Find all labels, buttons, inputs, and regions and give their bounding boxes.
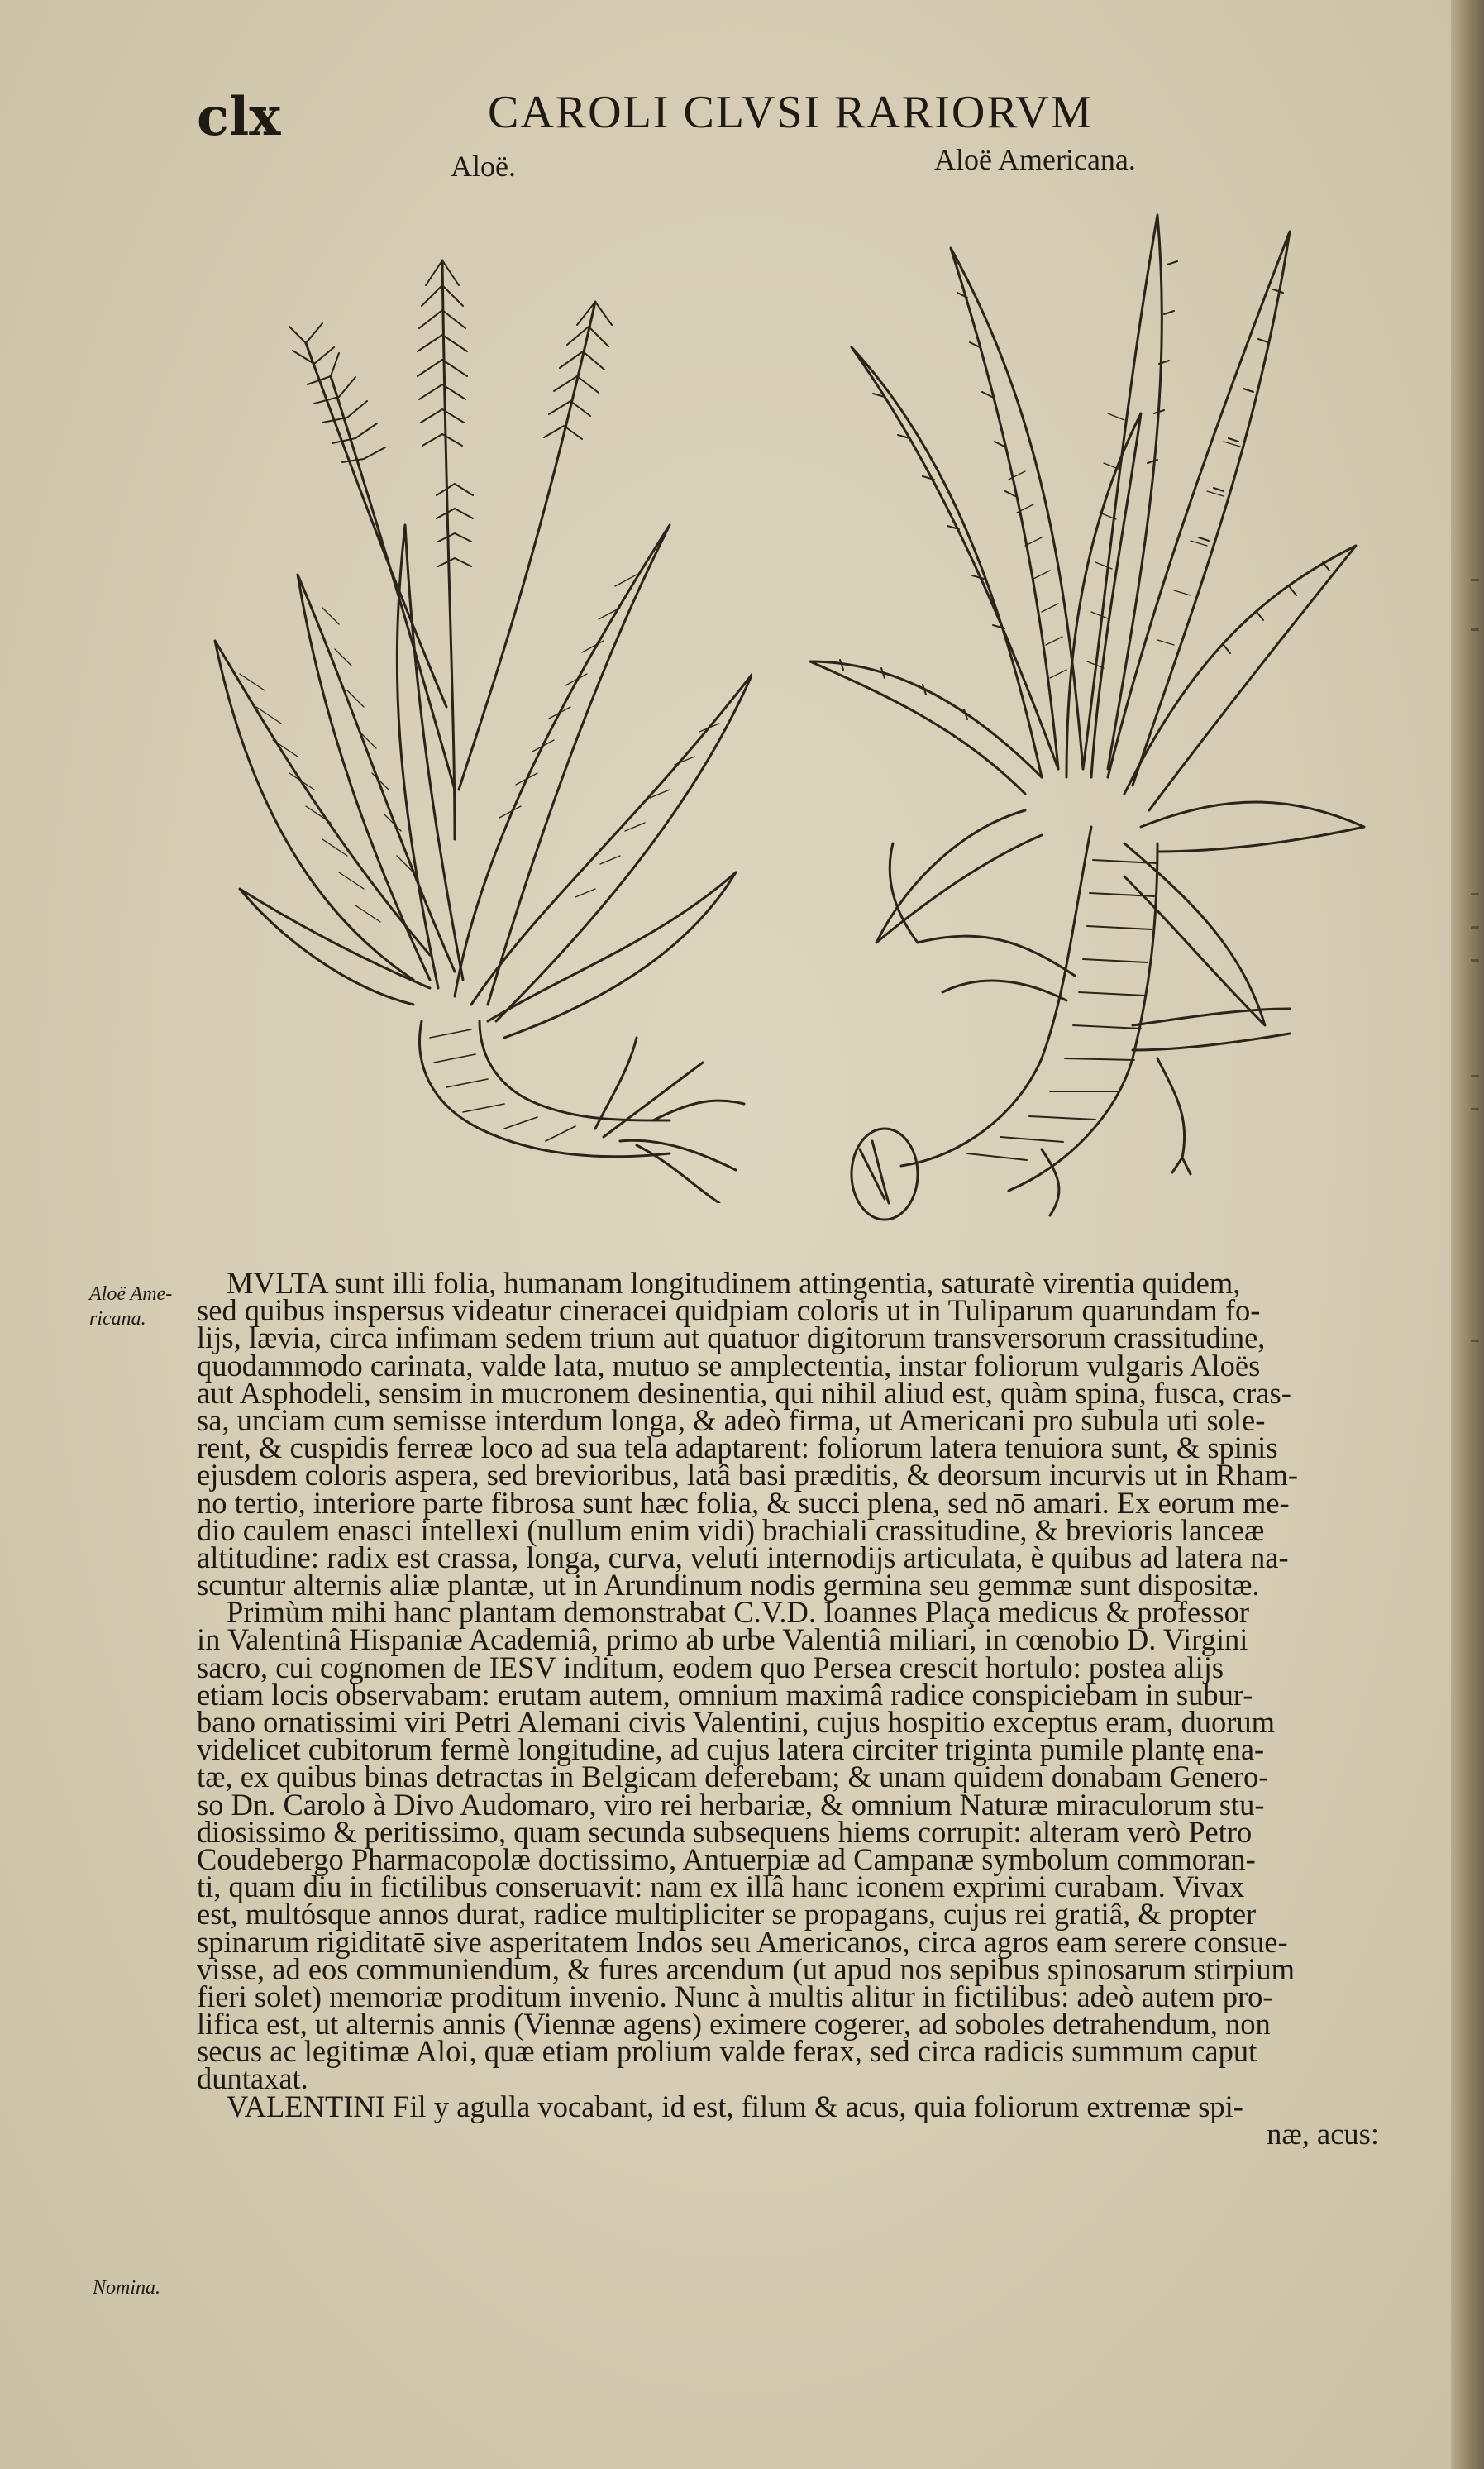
text-line: bano ornatissimi viri Petri Alemani civis Valentini, cujus hospitio exceptus eram, duorum	[197, 1705, 1276, 1739]
text-line: lijs, lævia, circa infimam sedem trium aut quatuor digitorum transversorum crassitudine,	[197, 1320, 1266, 1355]
text-line: fieri solet) memoriæ proditum invenio. Nunc à multis alitur in fictilibus: adeò autem pro-	[197, 1979, 1273, 2013]
body-text	[197, 1266, 1379, 2151]
text-line: etiam locis observabam: erutam autem, omnium maximâ radice conspiciebam in subur-	[197, 1677, 1253, 1712]
text-line: MVLTA sunt illi folia, humanam longitudinem attingentia, saturatè virentia quidem,	[227, 1266, 1241, 1300]
text-line: Primùm mihi hanc plantam demonstrabat C.V.D. Ioannes Plaça medicus & professor	[227, 1595, 1250, 1630]
text-line: ti, quam diu in fictilibus conseruavit: nam ex illâ hanc iconem exprimi curabam. Vivax	[197, 1870, 1245, 1904]
text-line: diosissimo & peritissimo, quam secunda subsequens hiems corrupit: alteram verò Petro	[197, 1814, 1253, 1849]
text-line: VALENTINI Fil y agulla vocabant, id est, filum & acus, quia foliorum extremæ spi-	[227, 2089, 1243, 2123]
text-line: quodammodo carinata, valde lata, mutuo se amplectentia, instar foliorum vulgaris Aloës	[197, 1348, 1261, 1383]
text-line: so Dn. Carolo à Divo Audomaro, viro rei herbariæ, & omnium Naturæ miraculorum stu-	[197, 1787, 1265, 1822]
page-number: clx	[197, 86, 281, 148]
figure-caption-aloe-americana: Aloë Americana.	[934, 143, 1136, 176]
text-line: rent, & cuspidis ferreæ loco ad sua tela adaptarent: foliorum latera tenuiora sunt, & spinis	[197, 1430, 1278, 1465]
text-line: in Valentinâ Hispaniæ Academiâ, primo ab urbe Valentiâ miliari, in cœnobio D. Virgini	[197, 1622, 1248, 1657]
text-line: visse, ad eos communiendum, & fures arcendum (ut apud nos sepibus spinosarum stirpium	[197, 1951, 1295, 1986]
page-gutter	[1451, 0, 1484, 2469]
catchword-line: næ, acus:	[1267, 2116, 1379, 2151]
text-line: Coudebergo Pharmacopolæ doctissimo, Antuerpiæ ad Campanæ symbolum commoran-	[197, 1841, 1256, 1876]
text-line: secus ac legitimæ Aloi, quæ etiam prolium valde ferax, sed circa radicis summum caput	[197, 2034, 1257, 2069]
text-line: altitudine: radix est crassa, longa, curva, veluti internodijs articulata, è quibus ad latera na-	[197, 1540, 1289, 1574]
running-title: CAROLI CLVSI RARIORVM	[488, 87, 1094, 138]
text-line: sa, unciam cum semisse interdum longa, & adeò firma, ut Americani pro subula uti sole-	[197, 1402, 1266, 1437]
margin-note-aloe-americana: Aloë Ame- ricana.	[89, 1283, 173, 1330]
text-line: lifica est, ut alternis annis (Viennæ agens) eximere cogerer, ad soboles detrahendum, non	[197, 2007, 1271, 2042]
text-line: videlicet cubitorum fermè longitudine, ad cujus latera circiter triginta pumile plantę ena-	[197, 1732, 1265, 1767]
figure-caption-aloe: Aloë.	[451, 150, 516, 183]
aloe-woodcut-illustration	[207, 211, 752, 1203]
aloe-americana-woodcut-illustration	[794, 198, 1372, 1224]
text-line: duntaxat.	[197, 2061, 308, 2096]
text-line: dio caulem enasci intellexi (nullum enim vidi) brachiali crassitudine, & brevioris lanceæ	[197, 1512, 1265, 1547]
text-line: scuntur alternis aliæ plantæ, ut in Arundinum nodis germina seu gemmæ sunt dispositæ.	[197, 1568, 1260, 1602]
text-line: tæ, ex quibus binas detractas in Belgicam deferebam; & unam quidem donabam Genero-	[197, 1760, 1269, 1794]
text-line: aut Asphodeli, sensim in mucronem desinentia, qui nihil aliud est, quàm spina, fusca, cras-	[197, 1375, 1291, 1410]
text-line: ejusdem coloris aspera, sed brevioribus, latâ basi præditis, & deorsum incurvis ut in Rham-	[197, 1458, 1299, 1492]
text-line: no tertio, interiore parte fibrosa sunt hæc folia, & succi plena, sed nō amari. Ex eorum me-	[197, 1485, 1290, 1520]
text-line: sacro, cui cognomen de IESV inditum, eodem quo Persea crescit hortulo: postea alijs	[197, 1650, 1224, 1684]
text-line: est, multósque annos durat, radice multipliciter se propagans, cujus rei gratiâ, & propter	[197, 1897, 1257, 1932]
margin-note-nomina: Nomina.	[93, 2277, 161, 2299]
text-line: spinarum rigiditatē sive asperitatem Indos seu Americanos, circa agros eam serere consue-	[197, 1924, 1288, 1959]
text-line: sed quibus inspersus videatur cineracei quidpiam coloris ut in Tuliparum quarundam fo-	[197, 1293, 1261, 1328]
